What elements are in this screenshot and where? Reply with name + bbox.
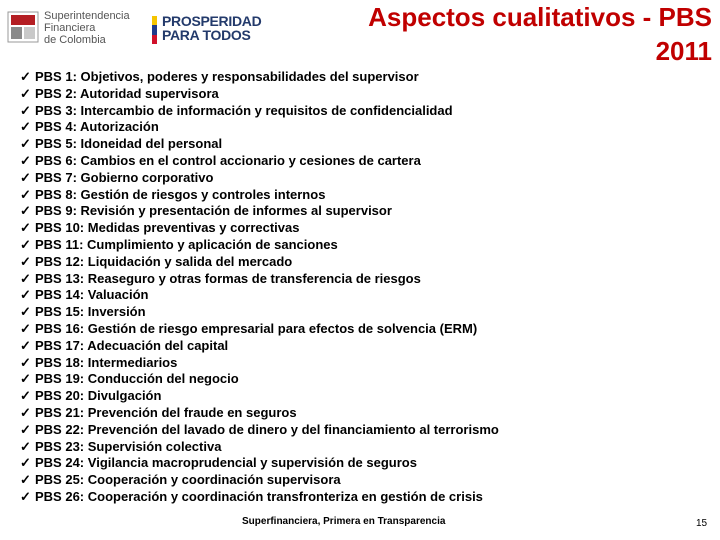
checkmark-icon: ✓ bbox=[20, 488, 31, 504]
list-item bbox=[20, 136, 499, 153]
slide-title bbox=[292, 0, 712, 68]
list-item bbox=[20, 354, 499, 372]
pbs-label: PBS 16: bbox=[35, 320, 85, 336]
logo-text-line: de Colombia bbox=[44, 34, 106, 46]
pbs-text: Prevención del lavado de dinero y del financiamiento al terrorismo bbox=[87, 421, 499, 437]
checkmark-icon: ✓ bbox=[20, 203, 31, 219]
pbs-text: Revisión y presentación de informes al supervisor bbox=[80, 203, 392, 219]
list-item bbox=[20, 236, 499, 254]
pbs-text: Valuación bbox=[87, 287, 149, 303]
pbs-text: Autoridad supervisora bbox=[80, 85, 219, 101]
logo-text-line: PARA TODOS bbox=[162, 27, 251, 43]
checkmark-icon: ✓ bbox=[20, 69, 31, 84]
pbs-text: Gobierno corporativo bbox=[80, 169, 214, 185]
list-item bbox=[20, 220, 499, 237]
checkmark-icon: ✓ bbox=[20, 421, 31, 437]
list-item bbox=[20, 438, 499, 456]
colombia-flag-icon bbox=[152, 16, 157, 44]
checkmark-icon: ✓ bbox=[20, 169, 31, 185]
prosperidad-logo bbox=[152, 14, 262, 50]
pbs-label: PBS 17: bbox=[35, 337, 85, 353]
pbs-text: Reaseguro y otras formas de transferencia de riesgos bbox=[87, 270, 421, 286]
pbs-label: PBS 20: bbox=[35, 388, 85, 404]
pbs-text: Supervisión colectiva bbox=[87, 438, 222, 454]
pbs-label: PBS 14: bbox=[35, 287, 85, 303]
list-item bbox=[20, 472, 499, 489]
logo-text-line: Financiera bbox=[44, 22, 96, 34]
pbs-text: Autorización bbox=[80, 119, 159, 135]
pbs-text: Gestión de riesgos y controles internos bbox=[80, 186, 326, 202]
pbs-label: PBS 23: bbox=[35, 438, 85, 454]
pbs-label: PBS 9: bbox=[35, 203, 77, 219]
list-item bbox=[20, 421, 499, 439]
checkmark-icon: ✓ bbox=[20, 85, 31, 101]
pbs-text: Liquidación y salida del mercado bbox=[87, 253, 293, 269]
pbs-list bbox=[20, 69, 499, 506]
superintendencia-logo-mark-icon bbox=[6, 10, 40, 44]
superintendencia-logo-text bbox=[44, 10, 130, 46]
pbs-label: PBS 18: bbox=[35, 354, 85, 370]
checkmark-icon: ✓ bbox=[20, 455, 31, 471]
pbs-label: PBS 6: bbox=[35, 152, 77, 168]
list-item bbox=[20, 287, 499, 304]
pbs-label: PBS 13: bbox=[35, 270, 85, 286]
pbs-label: PBS 10: bbox=[35, 220, 85, 236]
pbs-text: Inversión bbox=[87, 304, 146, 320]
pbs-label: PBS 4: bbox=[35, 119, 77, 135]
pbs-text: Adecuación del capital bbox=[87, 337, 229, 353]
checkmark-icon: ✓ bbox=[20, 304, 31, 320]
slide-title-line: Aspectos cualitativos - PBS bbox=[368, 2, 712, 32]
list-item bbox=[20, 85, 499, 103]
checkmark-icon: ✓ bbox=[20, 236, 31, 252]
pbs-label: PBS 19: bbox=[35, 371, 85, 387]
list-item bbox=[20, 455, 499, 472]
pbs-label: PBS 25: bbox=[35, 472, 85, 488]
checkmark-icon: ✓ bbox=[20, 404, 31, 420]
list-item bbox=[20, 203, 499, 220]
checkmark-icon: ✓ bbox=[20, 152, 31, 168]
list-item bbox=[20, 152, 499, 170]
pbs-text: Gestión de riesgo empresarial para efectos de solvencia (ERM) bbox=[87, 320, 478, 336]
pbs-text: Prevención del fraude en seguros bbox=[87, 404, 297, 420]
list-item bbox=[20, 388, 499, 405]
pbs-label: PBS 24: bbox=[35, 455, 85, 471]
checkmark-icon: ✓ bbox=[20, 388, 31, 404]
logo-text-line: PROSPERIDAD bbox=[162, 13, 262, 29]
checkmark-icon: ✓ bbox=[20, 102, 31, 118]
pbs-label: PBS 22: bbox=[35, 421, 85, 437]
pbs-label: PBS 5: bbox=[35, 136, 77, 152]
pbs-text: Medidas preventivas y correctivas bbox=[87, 220, 300, 236]
checkmark-icon: ✓ bbox=[20, 253, 31, 269]
pbs-label: PBS 2: bbox=[35, 85, 77, 101]
pbs-text: Cambios en el control accionario y cesiones de cartera bbox=[80, 152, 421, 168]
pbs-text: Intermediarios bbox=[87, 354, 178, 370]
pbs-text: Conducción del negocio bbox=[87, 371, 239, 387]
checkmark-icon: ✓ bbox=[20, 337, 31, 353]
list-item bbox=[20, 337, 499, 355]
checkmark-icon: ✓ bbox=[20, 320, 31, 336]
checkmark-icon: ✓ bbox=[20, 371, 31, 387]
list-item bbox=[20, 304, 499, 321]
list-item bbox=[20, 270, 499, 288]
pbs-label: PBS 11: bbox=[35, 236, 84, 252]
logo-text-line: Superintendencia bbox=[44, 10, 130, 22]
checkmark-icon: ✓ bbox=[20, 472, 31, 488]
pbs-label: PBS 26: bbox=[35, 488, 85, 504]
checkmark-icon: ✓ bbox=[20, 287, 31, 303]
list-item bbox=[20, 404, 499, 422]
superintendencia-logo bbox=[6, 8, 138, 48]
prosperidad-logo-text bbox=[162, 14, 261, 42]
pbs-text: Idoneidad del personal bbox=[80, 136, 223, 152]
list-item bbox=[20, 253, 499, 271]
pbs-text: Vigilancia macroprudencial y supervisión de seguros bbox=[87, 455, 417, 471]
pbs-text: Objetivos, poderes y responsabilidades del supervisor bbox=[80, 69, 419, 84]
list-item bbox=[20, 69, 499, 86]
pbs-label: PBS 7: bbox=[35, 169, 77, 185]
pbs-text: Cooperación y coordinación transfronteriza en gestión de crisis bbox=[87, 488, 483, 504]
checkmark-icon: ✓ bbox=[20, 186, 31, 202]
footer-slogan: Superfinanciera, Primera en Transparencia bbox=[242, 516, 446, 527]
pbs-label: PBS 21: bbox=[35, 404, 85, 420]
pbs-text: Divulgación bbox=[87, 388, 162, 404]
checkmark-icon: ✓ bbox=[20, 438, 31, 454]
checkmark-icon: ✓ bbox=[20, 220, 31, 236]
pbs-label: PBS 12: bbox=[35, 253, 85, 269]
pbs-text: Intercambio de información y requisitos de confidencialidad bbox=[80, 102, 453, 118]
checkmark-icon: ✓ bbox=[20, 354, 31, 370]
pbs-text: Cooperación y coordinación supervisora bbox=[87, 472, 341, 488]
checkmark-icon: ✓ bbox=[20, 136, 31, 152]
pbs-label: PBS 3: bbox=[35, 102, 77, 118]
list-item bbox=[20, 102, 499, 120]
pbs-text: Cumplimiento y aplicación de sanciones bbox=[87, 236, 338, 252]
checkmark-icon: ✓ bbox=[20, 119, 31, 135]
pbs-label: PBS 1: bbox=[35, 69, 77, 84]
page-number: 15 bbox=[696, 518, 708, 529]
checkmark-icon: ✓ bbox=[20, 270, 31, 286]
list-item bbox=[20, 320, 499, 338]
pbs-label: PBS 15: bbox=[35, 304, 85, 320]
list-item bbox=[20, 488, 499, 506]
list-item bbox=[20, 371, 499, 388]
slide-title-year: 2011 bbox=[655, 36, 712, 66]
pbs-label: PBS 8: bbox=[35, 186, 77, 202]
list-item bbox=[20, 169, 499, 187]
list-item bbox=[20, 119, 499, 136]
list-item bbox=[20, 186, 499, 204]
